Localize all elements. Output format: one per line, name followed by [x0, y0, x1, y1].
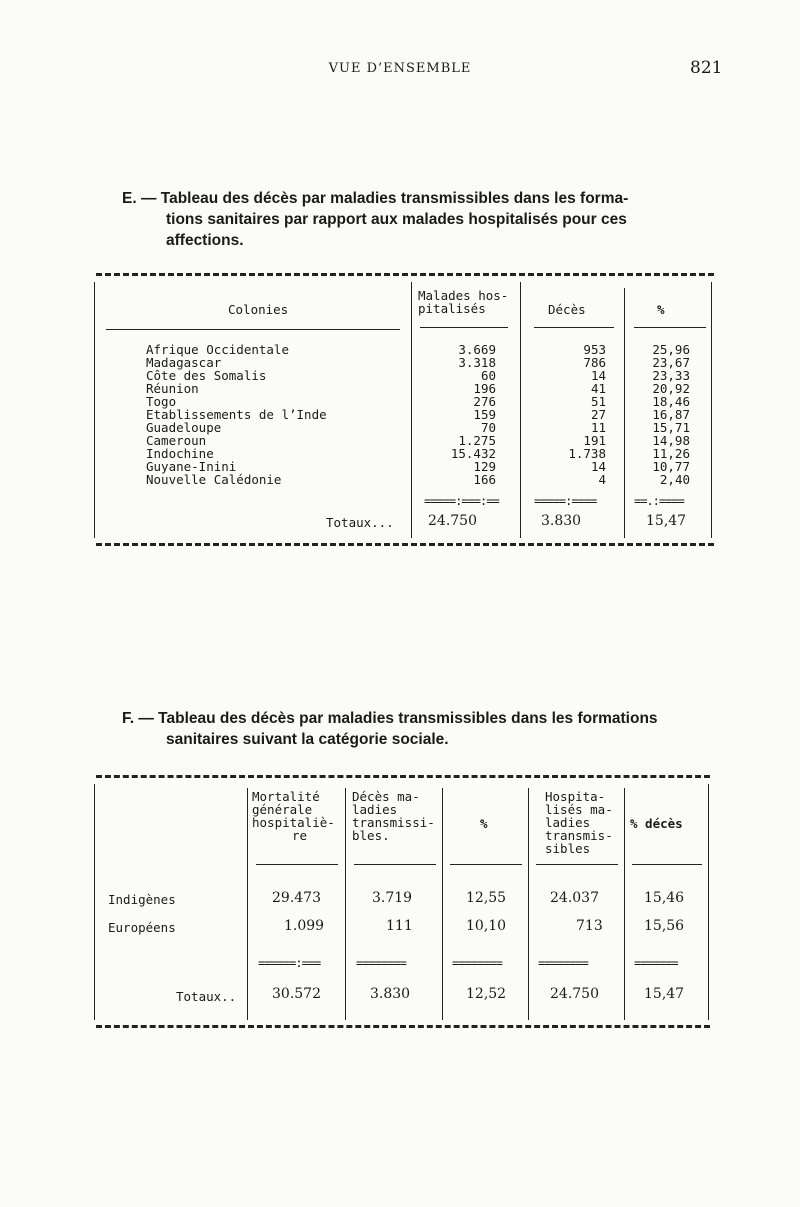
- section-f-title: [122, 708, 658, 750]
- table-e-cell-colonie: Côte des Somalis: [146, 368, 267, 383]
- column-header-pct-deces: % décès: [630, 816, 683, 831]
- header-underline: [420, 327, 508, 328]
- table-e-cell-colonie: Guyane-Inini: [146, 459, 237, 474]
- header-line: transmis-: [545, 828, 613, 843]
- table-f-cell-label: Indigènes: [108, 892, 176, 907]
- totaux-mortalite: 30.572: [272, 986, 321, 1002]
- table-e-cell-deces: 191: [583, 433, 606, 448]
- table-e-cell-deces: 27: [590, 407, 606, 422]
- totaux-deces: 3.830: [541, 513, 582, 529]
- table-e-cell-deces: 11: [590, 420, 606, 435]
- deces-column: [520, 343, 606, 486]
- column-divider: [345, 788, 346, 1020]
- table-e-cell-pct: 2,40: [659, 472, 690, 487]
- column-header-deces: [352, 790, 435, 842]
- totaux-hospitalises: 24.750: [550, 986, 599, 1002]
- header-line: Décès ma-: [352, 789, 420, 804]
- totaux-deces: 3.830: [370, 986, 411, 1002]
- table-e-cell-malades: 1.275: [458, 433, 496, 448]
- table-border: [94, 282, 95, 538]
- header-line: transmissi-: [352, 815, 435, 830]
- column-divider: [528, 788, 529, 1020]
- header-line: re: [292, 828, 308, 843]
- header-line: Mortalité: [252, 789, 320, 804]
- table-f-cell-pct_deces: 15,56: [644, 918, 685, 934]
- header-line: sibles: [545, 841, 591, 856]
- running-header: VUE D’ENSEMBLE: [328, 61, 472, 76]
- totaux-pct: 15,47: [646, 513, 687, 529]
- table-e-cell-malades: 196: [473, 381, 496, 396]
- table-border: [711, 282, 712, 538]
- table-e-cell-malades: 3.318: [458, 355, 496, 370]
- double-rule: =====:===:==: [424, 494, 499, 508]
- table-e-cell-pct: 10,77: [652, 459, 690, 474]
- header-line: générale: [252, 802, 313, 817]
- table-f-cell-label: Européens: [108, 920, 176, 935]
- header-line: pitalisés: [418, 301, 486, 316]
- table-e-cell-malades: 276: [473, 394, 496, 409]
- column-header-malades: [418, 289, 508, 315]
- column-header-pct: %: [657, 302, 665, 317]
- header-line: bles.: [352, 828, 390, 843]
- table-e-cell-pct: 11,26: [652, 446, 690, 461]
- header-underline: [536, 864, 618, 865]
- double-rule: ==.:====: [634, 494, 684, 508]
- table-e-cell-deces: 4: [598, 472, 606, 487]
- table-f-cell-deces: 111: [386, 918, 413, 934]
- table-e-cell-malades: 166: [473, 472, 496, 487]
- table-f-cell-hosp: 713: [576, 918, 603, 934]
- table-e-cell-pct: 14,98: [652, 433, 690, 448]
- table-e-cell-colonie: Afrique Occidentale: [146, 342, 289, 357]
- header-line: ladies: [352, 802, 398, 817]
- table-e-cell-pct: 16,87: [652, 407, 690, 422]
- table-e-cell-deces: 14: [590, 368, 606, 383]
- double-rule: =====:====: [534, 494, 597, 508]
- totaux-pct-deces: 15,47: [644, 986, 685, 1002]
- section-e-title: [122, 188, 628, 251]
- table-f-cell-deces: 3.719: [372, 890, 413, 906]
- table-e-cell-malades: 159: [473, 407, 496, 422]
- table-e-cell-deces: 41: [590, 381, 606, 396]
- double-rule: ========: [452, 956, 502, 970]
- double-rule: ========: [356, 956, 406, 970]
- table-e-cell-malades: 70: [480, 420, 496, 435]
- table-f-cell-mort: 29.473: [272, 890, 321, 906]
- table-e-cell-deces: 51: [590, 394, 606, 409]
- table-f-cell-hosp: 24.037: [550, 890, 599, 906]
- table-border: [94, 784, 95, 1020]
- totaux-label: Totaux...: [326, 515, 394, 530]
- header-underline: [634, 327, 706, 328]
- table-e-cell-pct: 18,46: [652, 394, 690, 409]
- header-line: Malades hos-: [418, 288, 509, 303]
- table-f-cell-mort: 1.099: [284, 918, 325, 934]
- table-e-cell-colonie: Guadeloupe: [146, 420, 222, 435]
- malades-column: [412, 343, 496, 486]
- table-e-cell-pct: 25,96: [652, 342, 690, 357]
- totaux-label: Totaux..: [176, 989, 237, 1004]
- table-e-cell-colonie: Nouvelle Calédonie: [146, 472, 282, 487]
- header-underline: [256, 864, 338, 865]
- table-e-cell-pct: 15,71: [652, 420, 690, 435]
- table-e-cell-malades: 129: [473, 459, 496, 474]
- header-underline: [354, 864, 436, 865]
- column-divider: [442, 788, 443, 1020]
- dashed-rule: [96, 543, 714, 546]
- pct-column: [624, 343, 690, 486]
- column-header-hospitalises: [545, 790, 613, 855]
- totaux-malades: 24.750: [428, 513, 477, 529]
- section-f-title-line: sanitaires suivant la catégorie sociale.: [166, 731, 449, 748]
- table-e-cell-deces: 786: [583, 355, 606, 370]
- table-e-cell-colonie: Réunion: [146, 381, 199, 396]
- colonies-column: [146, 343, 327, 486]
- table-e-cell-deces: 1.738: [568, 446, 606, 461]
- double-rule: =======: [634, 956, 678, 970]
- table-e-cell-malades: 60: [480, 368, 496, 383]
- section-e-title-line: affections.: [166, 232, 244, 249]
- table-border: [708, 784, 709, 1020]
- table-e-cell-colonie: Madagascar: [146, 355, 222, 370]
- column-divider: [624, 788, 625, 1020]
- header-underline: [632, 864, 702, 865]
- column-header-deces: Décès: [548, 302, 586, 317]
- header-underline: [534, 327, 614, 328]
- section-e-title-line: E. — Tableau des décès par maladies transmissibles dans les forma-: [122, 190, 629, 207]
- table-e-cell-colonie: Cameroun: [146, 433, 207, 448]
- dashed-rule: [96, 1025, 710, 1028]
- header-line: lisés ma-: [545, 802, 613, 817]
- column-header-pct: %: [480, 816, 488, 831]
- column-header-colonies: Colonies: [228, 302, 289, 317]
- table-e-cell-deces: 14: [590, 459, 606, 474]
- header-underline: [450, 864, 522, 865]
- double-rule: ========: [538, 956, 588, 970]
- table-f-cell-pct: 10,10: [466, 918, 507, 934]
- table-e-cell-pct: 20,92: [652, 381, 690, 396]
- table-e-cell-pct: 23,33: [652, 368, 690, 383]
- column-divider: [247, 788, 248, 1020]
- page-number: 821: [690, 58, 723, 78]
- section-e-title-line: tions sanitaires par rapport aux malades hospitalisés pour ces: [166, 211, 627, 228]
- table-e-cell-colonie: Etablissements de l’Inde: [146, 407, 327, 422]
- header-line: Hospita-: [545, 789, 606, 804]
- table-f-cell-pct_deces: 15,46: [644, 890, 685, 906]
- table-e-cell-pct: 23,67: [652, 355, 690, 370]
- header-underline: [106, 329, 400, 330]
- table-e-cell-colonie: Indochine: [146, 446, 214, 461]
- totaux-pct: 12,52: [466, 986, 507, 1002]
- dashed-rule: [96, 273, 714, 276]
- table-e-cell-malades: 15.432: [450, 446, 496, 461]
- dashed-rule: [96, 775, 710, 778]
- header-line: ladies: [545, 815, 591, 830]
- column-header-mortalite: [252, 790, 335, 842]
- table-e-cell-colonie: Togo: [146, 394, 177, 409]
- section-f-title-line: F. — Tableau des décès par maladies transmissibles dans les formations: [122, 710, 658, 727]
- header-line: hospitaliè-: [252, 815, 335, 830]
- table-e-cell-malades: 3.669: [458, 342, 496, 357]
- double-rule: ======:===: [258, 956, 321, 970]
- table-f-cell-pct: 12,55: [466, 890, 507, 906]
- table-e-cell-deces: 953: [583, 342, 606, 357]
